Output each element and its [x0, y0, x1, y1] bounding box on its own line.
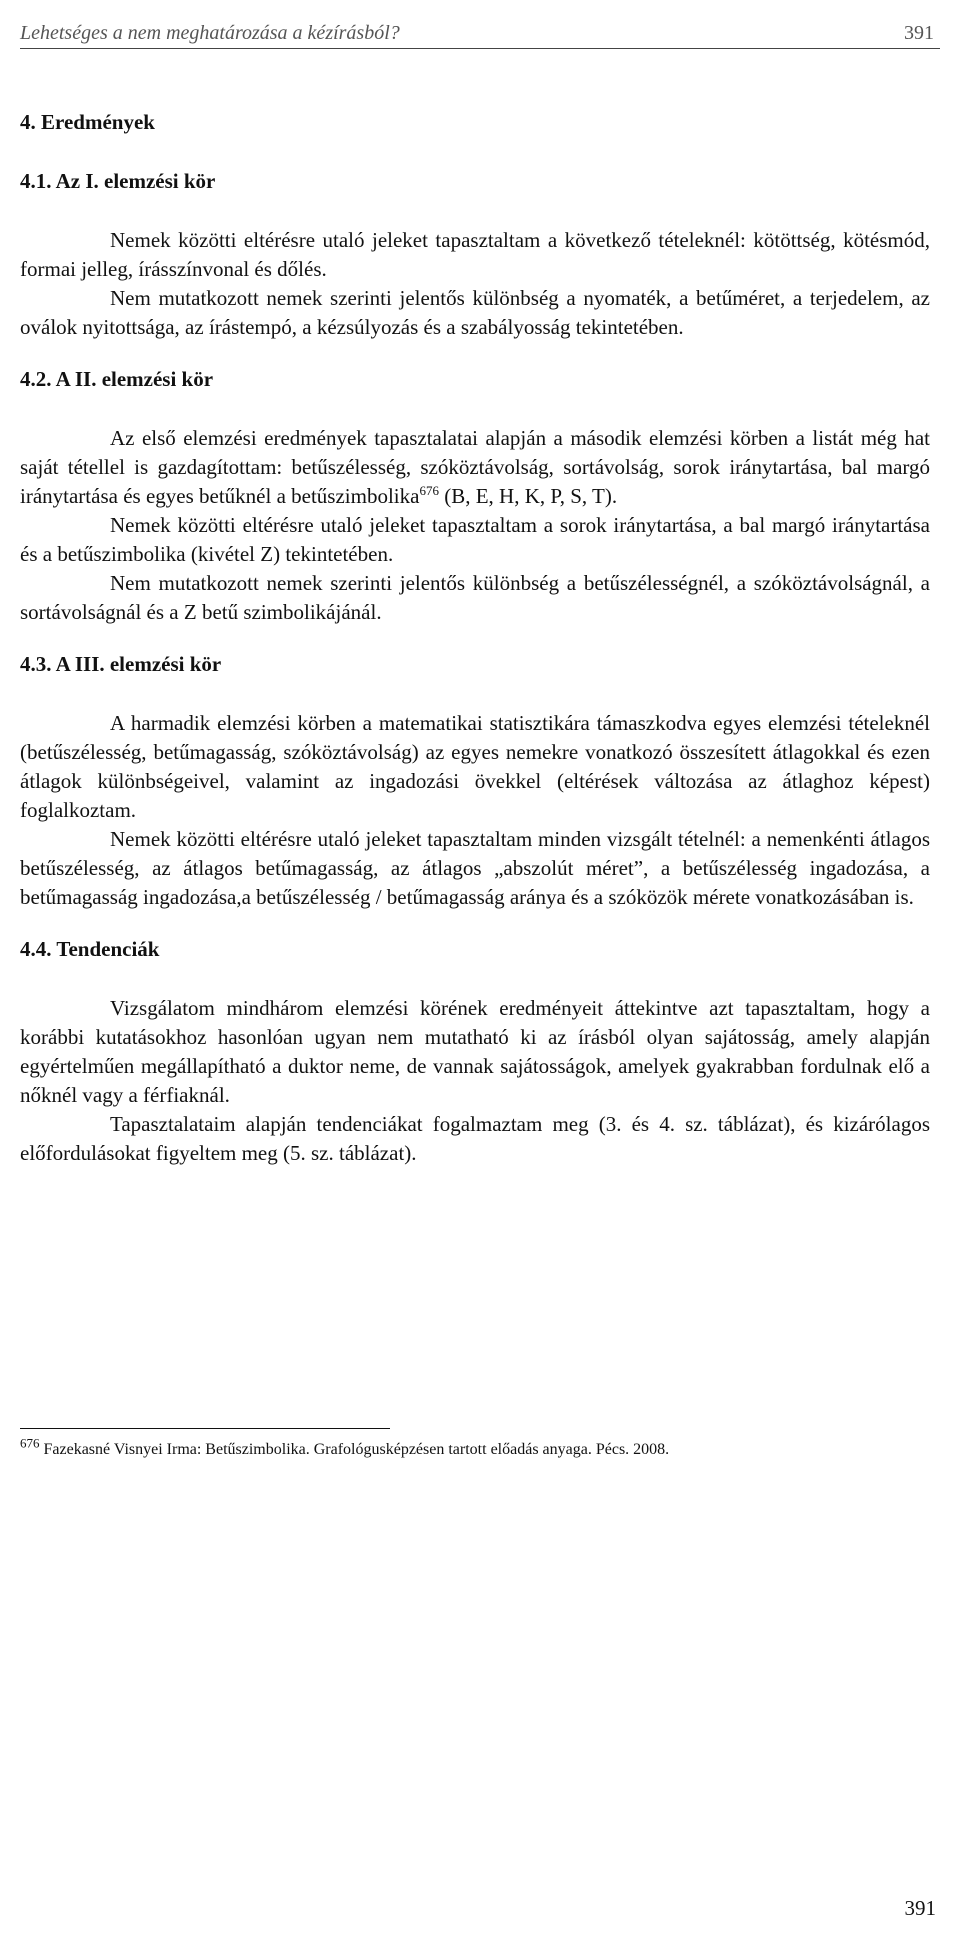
main-content: [20, 108, 930, 1168]
paragraph-4-2-a: [20, 424, 930, 511]
paragraph-4-3-a: A harmadik elemzési körben a matematikai statisztikára támaszkodva egyes elemzési tételeknél (betűszélesség, betűmagasság, szóköztávolság) az egyes nemekre vonatkozó összesített átlagokkal és ezen átlagok különbségeivel, valamint az ingadozási övekkel (eltérések változása az átlaghoz képest) foglalkoztam.: [20, 711, 930, 822]
footnote-reference: 676: [419, 483, 439, 498]
footer-page-number: 391: [904, 1896, 936, 1920]
running-title: Lehetséges a nem meghatározása a kézírásból?: [20, 22, 400, 44]
paragraph-4-1-b: Nem mutatkozott nemek szerinti jelentős különbség a nyomaték, a betűméret, a terjedelem, az oválok nyitottsága, az írástempó, a kézsúlyozás és a szabályosság tekintetében.: [20, 286, 930, 339]
paragraph-4-1-a: Nemek közötti eltérésre utaló jeleket tapasztaltam a következő tételeknél: kötöttség, kötésmód, formai jelleg, írásszínvonal és dőlés.: [20, 228, 930, 281]
chapter-heading: 4. Eredmények: [20, 110, 155, 134]
running-header: [20, 18, 940, 49]
paragraph-4-4-b: Tapasztalataim alapján tendenciákat fogalmaztam meg (3. és 4. sz. táblázat), és kizárólagos előfordulásokat figyeltem meg (5. sz. táblázat).: [20, 1112, 930, 1165]
footnote-text: Fazekasné Visnyei Irma: Betűszimbolika. Grafológusképzésen tartott előadás anyaga. Pécs. 2008.: [39, 1441, 670, 1458]
paragraph-4-2-a-tail: (B, E, H, K, P, S, T).: [438, 484, 618, 508]
paragraph-4-2-b: Nemek közötti eltérésre utaló jeleket tapasztaltam a sorok iránytartása, a bal margó iránytartása és a betűszimbolika (kivétel Z) tekintetében.: [20, 513, 930, 566]
section-heading-4-3: 4.3. A III. elemzési kör: [20, 652, 222, 676]
footnote-number: 676: [20, 1435, 40, 1451]
paragraph-4-2-c: Nem mutatkozott nemek szerinti jelentős különbség a betűszélességnél, a szóköztávolságnál, a sortávolságnál és a Z betű szimbolikájánál.: [20, 571, 930, 624]
footnote-rule: [20, 1428, 390, 1429]
section-heading-4-2: 4.2. A II. elemzési kör: [20, 367, 214, 391]
paragraph-4-3-b: Nemek közötti eltérésre utaló jeleket tapasztaltam minden vizsgált tételnél: a nemenkénti átlagos betűszélesség, az átlagos betűmagasság, az átlagos „abszolút méret”, a betűszélesség ingadozása, a betűmagasság ingadozása,a betűszélesség / betűmagasság aránya és a szóközök mérete vonatkozásában is.: [20, 827, 930, 909]
header-page-number: 391: [904, 22, 934, 44]
section-heading-4-4: 4.4. Tendenciák: [20, 937, 160, 961]
paragraph-4-2-a-text: Az első elemzési eredmények tapasztalatai alapján a második elemzési körben a listát még hat saját tétellel is gazdagítottam: betűszélesség, szóköztávolság, sortávolság, sorok iránytartása, bal margó iránytartása és egyes betűknél a betűszimbolika: [20, 426, 930, 508]
section-heading-4-1: 4.1. Az I. elemzési kör: [20, 169, 216, 193]
footnote-area: [20, 1428, 930, 1461]
footnote-676: [20, 1435, 930, 1461]
paragraph-4-4-a: Vizsgálatom mindhárom elemzési körének eredményeit áttekintve azt tapasztaltam, hogy a korábbi kutatásokhoz hasonlóan ugyan nem mutatható ki az írásból olyan sajátosság, amely alapján egyértelműen megállapítható a duktor neme, de vannak sajátosságok, amelyek gyakrabban fordulnak elő a nőknél vagy a férfiaknál.: [20, 996, 930, 1107]
